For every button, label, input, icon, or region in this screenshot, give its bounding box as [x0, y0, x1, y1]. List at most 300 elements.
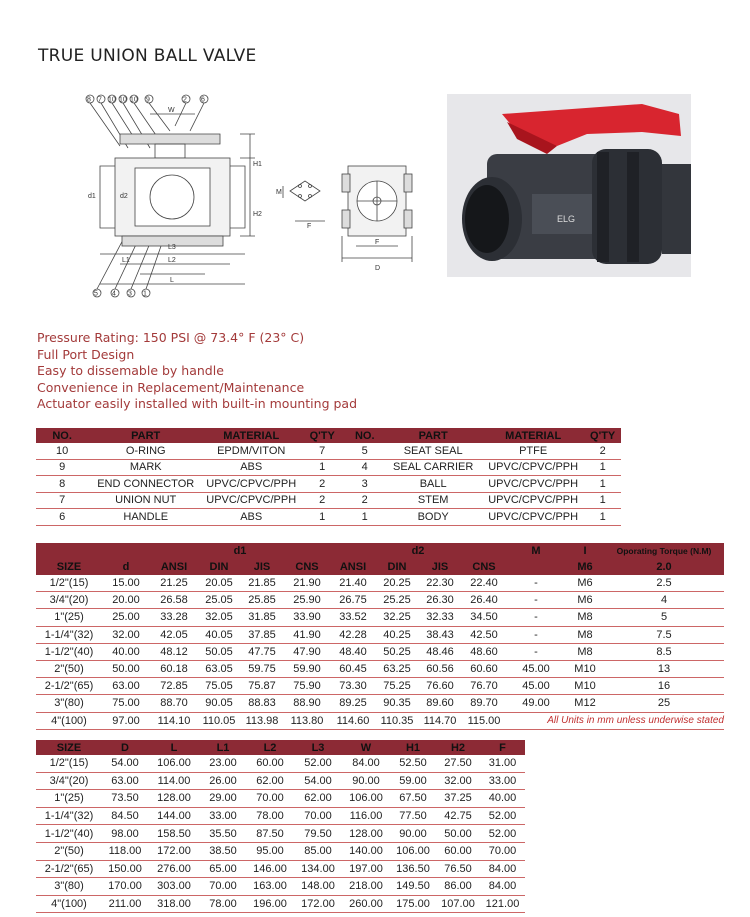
- table-cell: 98.00: [102, 825, 148, 843]
- table-cell: 13: [604, 660, 724, 677]
- table-cell: 85.00: [294, 842, 342, 860]
- table-cell: 90.00: [342, 772, 390, 790]
- table-cell: 2-1/2"(65): [36, 678, 102, 695]
- table-cell: 63.00: [102, 772, 148, 790]
- table-cell: 25.85: [240, 592, 284, 609]
- table-cell: 52.00: [480, 825, 525, 843]
- table-row: [36, 643, 724, 660]
- table-cell: 163.00: [246, 878, 294, 896]
- table-cell: 148.00: [294, 878, 342, 896]
- table-cell: 150.00: [102, 860, 148, 878]
- table-cell: 128.00: [342, 825, 390, 843]
- table-cell: M8: [566, 626, 604, 643]
- table-cell: 90.00: [390, 825, 436, 843]
- table-cell: 1-1/4"(32): [36, 807, 102, 825]
- col-part-2: PART: [384, 428, 482, 443]
- table-cell: 136.50: [390, 860, 436, 878]
- column-header: [506, 559, 566, 575]
- table-cell: 78.00: [246, 807, 294, 825]
- feature-item: Easy to dissemable by handle: [37, 363, 224, 378]
- table-cell: 106.00: [390, 842, 436, 860]
- table-cell: 41.90: [284, 626, 330, 643]
- callout-10c: 10: [130, 96, 138, 104]
- feature-item: Pressure Rating: 150 PSI @ 73.4° F (23° C): [37, 330, 305, 345]
- table-cell: UPVC/CPVC/PPH: [482, 492, 584, 509]
- column-header: L: [148, 740, 200, 755]
- table-cell: 7.5: [604, 626, 724, 643]
- table-cell: 87.50: [246, 825, 294, 843]
- label-d1: d1: [88, 193, 96, 200]
- table-cell: UPVC/CPVC/PPH: [203, 492, 299, 509]
- table-cell: 70.00: [294, 807, 342, 825]
- column-header: F: [480, 740, 525, 755]
- table-cell: 172.00: [148, 842, 200, 860]
- table-cell: 197.00: [342, 860, 390, 878]
- table-cell: M8: [566, 609, 604, 626]
- table-cell: 2"(50): [36, 660, 102, 677]
- table-cell: 1: [584, 476, 621, 493]
- table-cell: 70.00: [200, 878, 246, 896]
- label-d2: d2: [120, 193, 128, 200]
- table-cell: 116.00: [342, 807, 390, 825]
- table-cell: END CONNECTOR: [88, 476, 203, 493]
- table-cell: HANDLE: [88, 509, 203, 526]
- table-cell: 2.5: [604, 575, 724, 592]
- table-cell: 76.50: [436, 860, 480, 878]
- label-f: F: [307, 223, 312, 230]
- table-cell: 1: [584, 492, 621, 509]
- callout-6: 6: [201, 96, 205, 104]
- table-cell: 34.50: [462, 609, 506, 626]
- table-cell: 21.90: [284, 575, 330, 592]
- table-cell: 20.25: [376, 575, 418, 592]
- table-row: [36, 695, 724, 712]
- table-row: [36, 825, 525, 843]
- table-cell: 318.00: [148, 895, 200, 913]
- table-cell: 95.00: [246, 842, 294, 860]
- table-cell: 90.05: [198, 695, 240, 712]
- table-cell: 42.05: [150, 626, 198, 643]
- table-cell: 73.50: [102, 790, 148, 808]
- column-header: L1: [200, 740, 246, 755]
- table-cell: 60.45: [330, 660, 376, 677]
- table-cell: 140.00: [342, 842, 390, 860]
- table-cell: 21.40: [330, 575, 376, 592]
- table-cell: 114.60: [330, 712, 376, 729]
- table-cell: 42.50: [462, 626, 506, 643]
- column-header: L3: [294, 740, 342, 755]
- table-cell: ABS: [203, 459, 299, 476]
- label-h1: H1: [253, 161, 262, 168]
- table-cell: 45.00: [506, 660, 566, 677]
- table-cell: 107.00: [436, 895, 480, 913]
- table-cell: ABS: [203, 509, 299, 526]
- column-header: SIZE: [36, 559, 102, 575]
- table-row: [36, 807, 525, 825]
- table-cell: 303.00: [148, 878, 200, 896]
- table-cell: 65.00: [200, 860, 246, 878]
- table-cell: 33.90: [284, 609, 330, 626]
- column-header: CNS: [462, 559, 506, 575]
- table-cell: 8: [36, 476, 88, 493]
- table-cell: 75.90: [284, 678, 330, 695]
- table-cell: 50.05: [198, 643, 240, 660]
- table-cell: UNION NUT: [88, 492, 203, 509]
- table-cell: 172.00: [294, 895, 342, 913]
- photo-brand-label: ELG: [557, 214, 576, 224]
- callout-2: 2: [183, 96, 187, 104]
- table-cell: 63.00: [102, 678, 150, 695]
- table-cell: STEM: [384, 492, 482, 509]
- label-l3: L3: [168, 244, 176, 251]
- table-cell: 1"(25): [36, 609, 102, 626]
- table-cell: 144.00: [148, 807, 200, 825]
- table-cell: 59.90: [284, 660, 330, 677]
- table-cell: 60.60: [462, 660, 506, 677]
- table-cell: 1: [584, 509, 621, 526]
- table-cell: 4: [345, 459, 384, 476]
- valve-product-photo: [447, 94, 691, 277]
- column-header: H1: [390, 740, 436, 755]
- table-cell: 75.87: [240, 678, 284, 695]
- table-cell: 32.00: [436, 772, 480, 790]
- table-cell: 60.56: [418, 660, 462, 677]
- table-cell: 33.28: [150, 609, 198, 626]
- column-header: DIN: [376, 559, 418, 575]
- table-cell: 67.50: [390, 790, 436, 808]
- group-torque: Oporating Torque (N.M): [604, 543, 724, 559]
- table-cell: 75.05: [198, 678, 240, 695]
- table-cell: 26.58: [150, 592, 198, 609]
- table-cell: 1: [299, 459, 345, 476]
- table-row: [36, 660, 724, 677]
- label-d: D: [375, 265, 381, 272]
- table-cell: 1/2"(15): [36, 575, 102, 592]
- dims1-group-header-row: [36, 543, 724, 559]
- table-cell: UPVC/CPVC/PPH: [482, 459, 584, 476]
- table-cell: 121.00: [480, 895, 525, 913]
- table-cell: 5: [345, 443, 384, 459]
- table-cell: 106.00: [148, 755, 200, 772]
- table-cell: 48.46: [418, 643, 462, 660]
- table-row: [36, 712, 724, 729]
- table-cell: 60.00: [246, 755, 294, 772]
- table-cell: 42.28: [330, 626, 376, 643]
- table-cell: 31.00: [480, 755, 525, 772]
- table-cell: 77.50: [390, 807, 436, 825]
- column-header: JIS: [418, 559, 462, 575]
- feature-item: Convenience in Replacement/Maintenance: [37, 379, 305, 395]
- table-cell: 89.70: [462, 695, 506, 712]
- table-cell: -: [506, 626, 566, 643]
- table-cell: 218.00: [342, 878, 390, 896]
- table-cell: 118.00: [102, 842, 148, 860]
- table-cell: BALL: [384, 476, 482, 493]
- table-cell: PTFE: [482, 443, 584, 459]
- table-cell: 73.30: [330, 678, 376, 695]
- table-cell: 9: [36, 459, 88, 476]
- column-header: d: [102, 559, 150, 575]
- table-cell: 7: [36, 492, 88, 509]
- table-cell: 84.50: [102, 807, 148, 825]
- table-cell: SEAL CARRIER: [384, 459, 482, 476]
- table-cell: 26.00: [200, 772, 246, 790]
- table-cell: 48.12: [150, 643, 198, 660]
- column-header: DIN: [198, 559, 240, 575]
- table-cell: 3"(80): [36, 878, 102, 896]
- table-cell: 260.00: [342, 895, 390, 913]
- column-header: CNS: [284, 559, 330, 575]
- table-cell: 89.25: [330, 695, 376, 712]
- table-cell: -: [506, 643, 566, 660]
- table-cell: 60.18: [150, 660, 198, 677]
- table-cell: 33.00: [200, 807, 246, 825]
- table-cell: 70.00: [480, 842, 525, 860]
- features-list: [37, 330, 357, 413]
- table-cell: 52.00: [294, 755, 342, 772]
- table-row: [36, 878, 525, 896]
- table-cell: 49.00: [506, 695, 566, 712]
- table-row: [36, 476, 621, 493]
- table-cell: 84.00: [480, 860, 525, 878]
- table-cell: 15.00: [102, 575, 150, 592]
- table-cell: 10: [36, 443, 88, 459]
- table-cell: 40.00: [102, 643, 150, 660]
- table-cell: 6: [36, 509, 88, 526]
- table-cell: 113.98: [240, 712, 284, 729]
- table-cell: 33.52: [330, 609, 376, 626]
- callout-1: 1: [143, 290, 147, 298]
- table-cell: 149.50: [390, 878, 436, 896]
- table-cell: 22.30: [418, 575, 462, 592]
- table-cell: 5: [604, 609, 724, 626]
- table-cell: 54.00: [102, 755, 148, 772]
- dims1-header-row: [36, 559, 724, 575]
- table-cell: 48.40: [330, 643, 376, 660]
- table-cell: 37.25: [436, 790, 480, 808]
- table-cell: 4: [604, 592, 724, 609]
- table-cell: 50.00: [102, 660, 150, 677]
- label-m: M: [276, 189, 282, 196]
- table-cell: M6: [566, 592, 604, 609]
- callout-5: 5: [94, 290, 98, 298]
- table-cell: 110.35: [376, 712, 418, 729]
- table-cell: 50.00: [436, 825, 480, 843]
- table-row: [36, 678, 724, 695]
- table-cell: 40.00: [480, 790, 525, 808]
- table-cell: M8: [566, 643, 604, 660]
- table-cell: 20.05: [198, 575, 240, 592]
- table-cell: 114.70: [418, 712, 462, 729]
- table-cell: 25: [604, 695, 724, 712]
- col-qty: Q'TY: [299, 428, 345, 443]
- table-cell: 1-1/2"(40): [36, 825, 102, 843]
- group-m: M: [506, 543, 566, 559]
- table-cell: 76.70: [462, 678, 506, 695]
- table-cell: 26.30: [418, 592, 462, 609]
- table-row: [36, 592, 724, 609]
- column-header: 2.0: [604, 559, 724, 575]
- table-cell: 59.00: [390, 772, 436, 790]
- units-note: All Units in mm unless underwise stated: [506, 712, 724, 729]
- table-cell: 32.25: [376, 609, 418, 626]
- table-cell: 113.80: [284, 712, 330, 729]
- table-cell: 2"(50): [36, 842, 102, 860]
- column-header: JIS: [240, 559, 284, 575]
- table-cell: 4"(100): [36, 712, 102, 729]
- table-cell: M12: [566, 695, 604, 712]
- dims2-header-row: [36, 740, 525, 755]
- table-cell: -: [506, 575, 566, 592]
- column-header: SIZE: [36, 740, 102, 755]
- table-cell: 3/4"(20): [36, 592, 102, 609]
- table-cell: 32.00: [102, 626, 150, 643]
- table-cell: 29.00: [200, 790, 246, 808]
- table-cell: 88.90: [284, 695, 330, 712]
- table-cell: 7: [299, 443, 345, 459]
- dimensions-table-1: [36, 543, 724, 730]
- table-cell: 16: [604, 678, 724, 695]
- table-cell: UPVC/CPVC/PPH: [482, 509, 584, 526]
- table-cell: 78.00: [200, 895, 246, 913]
- table-cell: 90.35: [376, 695, 418, 712]
- table-cell: 42.75: [436, 807, 480, 825]
- callout-10b: 10: [119, 96, 127, 104]
- table-cell: 32.05: [198, 609, 240, 626]
- column-header: W: [342, 740, 390, 755]
- table-cell: 33.00: [480, 772, 525, 790]
- column-header: L2: [246, 740, 294, 755]
- table-cell: UPVC/CPVC/PPH: [203, 476, 299, 493]
- table-cell: 26.40: [462, 592, 506, 609]
- table-row: [36, 509, 621, 526]
- bottom-callouts: [93, 289, 150, 297]
- label-f2: F: [375, 239, 380, 246]
- table-row: [36, 609, 724, 626]
- table-cell: 22.40: [462, 575, 506, 592]
- table-cell: 84.00: [342, 755, 390, 772]
- table-cell: 2: [299, 476, 345, 493]
- group-d1: d1: [150, 543, 330, 559]
- table-cell: 23.00: [200, 755, 246, 772]
- col-material: MATERIAL: [203, 428, 299, 443]
- table-cell: 50.25: [376, 643, 418, 660]
- table-cell: 276.00: [148, 860, 200, 878]
- table-cell: 27.50: [436, 755, 480, 772]
- col-qty-2: Q'TY: [584, 428, 621, 443]
- column-header: ANSI: [330, 559, 376, 575]
- table-cell: 114.10: [150, 712, 198, 729]
- col-part: PART: [88, 428, 203, 443]
- table-row: [36, 860, 525, 878]
- table-cell: 37.85: [240, 626, 284, 643]
- table-cell: 21.85: [240, 575, 284, 592]
- dimensions-table-2: [36, 740, 525, 913]
- callout-10a: 10: [108, 96, 116, 104]
- table-cell: 88.70: [150, 695, 198, 712]
- table-cell: 38.43: [418, 626, 462, 643]
- page-title: TRUE UNION BALL VALVE: [38, 46, 257, 66]
- table-cell: 2: [345, 492, 384, 509]
- table-cell: 47.75: [240, 643, 284, 660]
- callout-8: 8: [87, 96, 91, 104]
- table-cell: 35.50: [200, 825, 246, 843]
- table-cell: 175.00: [390, 895, 436, 913]
- label-l: L: [170, 277, 174, 284]
- table-cell: 76.60: [418, 678, 462, 695]
- table-cell: 114.00: [148, 772, 200, 790]
- table-cell: 1-1/4"(32): [36, 626, 102, 643]
- table-cell: 38.50: [200, 842, 246, 860]
- table-cell: 32.33: [418, 609, 462, 626]
- table-cell: 110.05: [198, 712, 240, 729]
- parts-header-row: [36, 428, 621, 443]
- col-no: NO.: [36, 428, 88, 443]
- table-cell: 25.00: [102, 609, 150, 626]
- table-cell: 54.00: [294, 772, 342, 790]
- table-cell: 115.00: [462, 712, 506, 729]
- table-row: [36, 790, 525, 808]
- table-cell: 146.00: [246, 860, 294, 878]
- table-cell: 52.50: [390, 755, 436, 772]
- column-header: H2: [436, 740, 480, 755]
- table-cell: 47.90: [284, 643, 330, 660]
- table-cell: M10: [566, 660, 604, 677]
- table-cell: M6: [566, 575, 604, 592]
- table-cell: 72.85: [150, 678, 198, 695]
- label-l2: L2: [168, 257, 176, 264]
- table-cell: SEAT SEAL: [384, 443, 482, 459]
- table-cell: 84.00: [480, 878, 525, 896]
- table-cell: 106.00: [342, 790, 390, 808]
- column-header: D: [102, 740, 148, 755]
- table-cell: 75.25: [376, 678, 418, 695]
- label-l1: L1: [122, 257, 130, 264]
- table-row: [36, 772, 525, 790]
- table-cell: 196.00: [246, 895, 294, 913]
- table-cell: 60.00: [436, 842, 480, 860]
- table-cell: 3/4"(20): [36, 772, 102, 790]
- table-cell: MARK: [88, 459, 203, 476]
- label-h2: H2: [253, 211, 262, 218]
- table-cell: 86.00: [436, 878, 480, 896]
- table-cell: 1/2"(15): [36, 755, 102, 772]
- table-cell: 70.00: [246, 790, 294, 808]
- table-cell: 62.00: [246, 772, 294, 790]
- group-d2: d2: [330, 543, 506, 559]
- table-cell: 63.25: [376, 660, 418, 677]
- table-cell: EPDM/VITON: [203, 443, 299, 459]
- callout-4: 4: [112, 290, 116, 298]
- table-cell: BODY: [384, 509, 482, 526]
- table-cell: 2: [584, 443, 621, 459]
- table-cell: 40.25: [376, 626, 418, 643]
- table-cell: 31.85: [240, 609, 284, 626]
- table-cell: 128.00: [148, 790, 200, 808]
- label-w: W: [168, 107, 175, 114]
- table-cell: 52.00: [480, 807, 525, 825]
- valve-technical-drawing: [80, 86, 430, 306]
- feature-item: Full Port Design: [37, 346, 135, 362]
- table-cell: 79.50: [294, 825, 342, 843]
- col-material-2: MATERIAL: [482, 428, 584, 443]
- table-cell: 48.60: [462, 643, 506, 660]
- table-cell: 2-1/2"(65): [36, 860, 102, 878]
- table-cell: -: [506, 609, 566, 626]
- table-cell: O-RING: [88, 443, 203, 459]
- table-cell: 59.75: [240, 660, 284, 677]
- table-cell: 4"(100): [36, 895, 102, 913]
